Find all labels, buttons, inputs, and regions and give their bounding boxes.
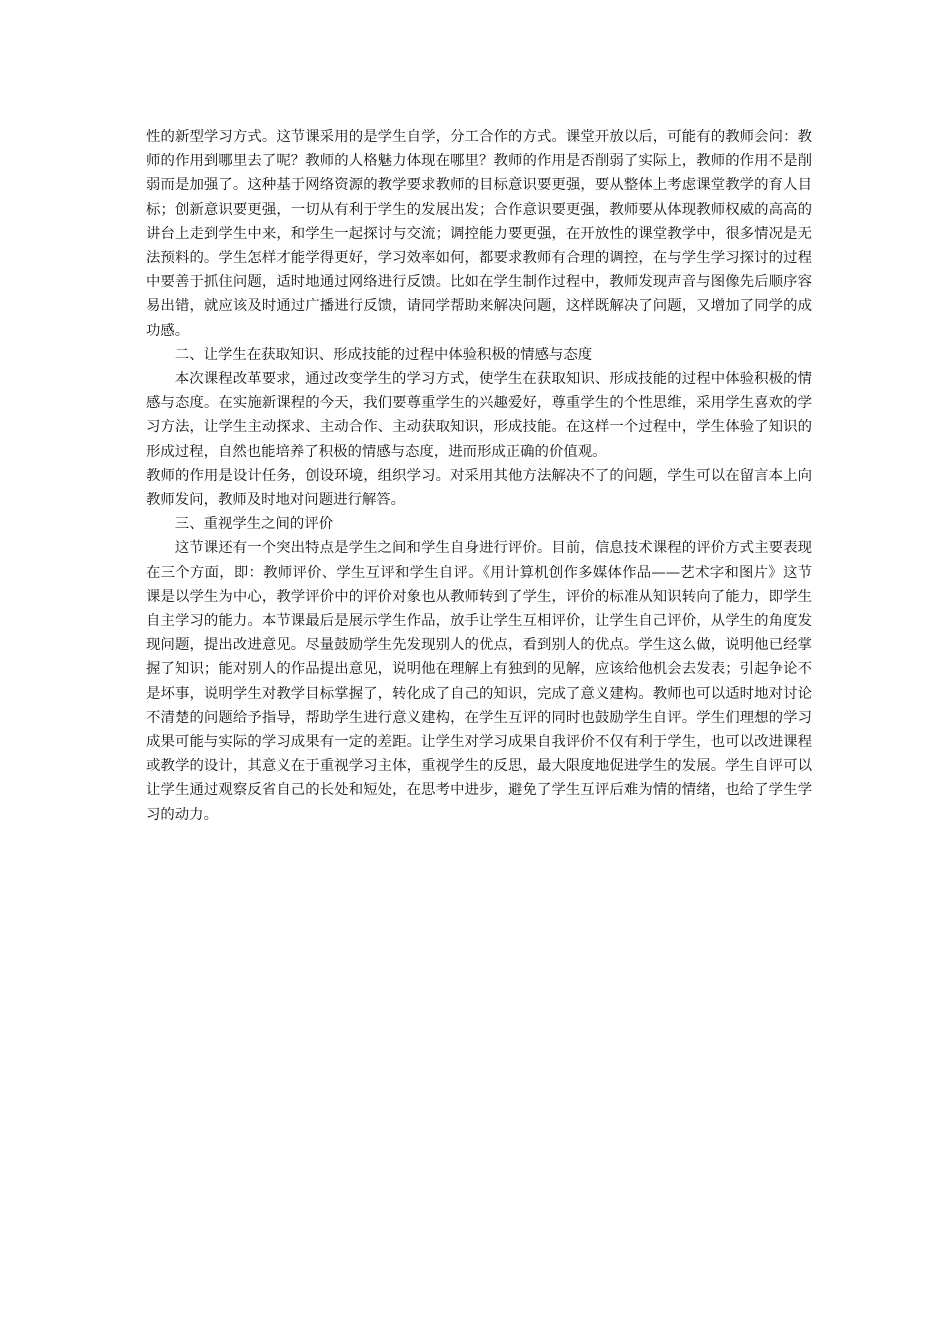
paragraph-section-2: 本次课程改革要求，通过改变学生的学习方式，使学生在获取知识、形成技能的过程中体验积极的情感与态度。在实施新课程的今天，我们要尊重学生的兴趣爱好，尊重学生的个性思维，采用学生喜欢的学习方法，让学生主动探求、主动合作、主动获取知识，形成技能。在这样一个过程中，学生体验了知识的形成过程，自然也能培养了积极的情感与态度，进而形成正确的价值观。 — [146, 371, 812, 460]
paragraph-teacher-role: 教师的作用是设计任务，创设环境，组织学习。对采用其他方法解决不了的问题，学生可以在留言本上向教师发问，教师及时地对问题进行解答。 — [146, 467, 812, 509]
section-heading-2: 二、让学生在获取知识、形成技能的过程中体验积极的情感与态度 — [174, 346, 593, 363]
paragraph-continued: 性的新型学习方式。这节课采用的是学生自学，分工合作的方式。课堂开放以后，可能有的教师会问：教师的作用到哪里去了呢？教师的人格魅力体现在哪里？教师的作用是否削弱了实际上，教师的作用不是削弱而是加强了。这种基于网络资源的教学要求教师的目标意识要更强，要从整体上考虑课堂教学的育人目标；创新意识要更强，一切从有利于学生的发展出发；合作意识要更强，教师要从体现教师权威的高高的讲台上走到学生中来，和学生一起探讨与交流；调控能力要更强，在开放性的课堂教学中，很多情况是无法预料的。学生怎样才能学得更好，学习效率如何，都要求教师有合理的调控，在与学生学习探讨的过程中要善于抓住问题，适时地通过网络进行反馈。比如在学生制作过程中，教师发现声音与图像先后顺序容易出错，就应该及时通过广播进行反馈，请同学帮助来解决问题，这样既解决了问题，又增加了同学的成功感。 — [146, 129, 812, 339]
document-body — [146, 125, 812, 827]
section-heading-3: 三、重视学生之间的评价 — [174, 516, 334, 533]
paragraph-section-3: 这节课还有一个突出特点是学生之间和学生自身进行评价。目前，信息技术课程的评价方式主要表现在三个方面，即：教师评价、学生互评和学生自评。《用计算机创作多媒体作品——艺术字和图片》这节课是以学生为中心，教学评价中的评价对象也从教师转到了学生，评价的标准从知识转向了能力，即学生自主学习的能力。本节课最后是展示学生作品，放手让学生互相评价，让学生自己评价，从学生的角度发现问题，提出改进意见。尽量鼓励学生先发现别人的优点，看到别人的优点。学生这么做，说明他已经掌握了知识；能对别人的作品提出意见，说明他在理解上有独到的见解，应该给他机会去发表；引起争论不是坏事，说明学生对教学目标掌握了，转化成了自己的知识，完成了意义建构。教师也可以适时地对讨论不清楚的问题给予指导，帮助学生进行意义建构，在学生互评的同时也鼓励学生自评。学生们理想的学习成果可能与实际的学习成果有一定的差距。让学生对学习成果自我评价不仅有利于学生，也可以改进课程或教学的设计，其意义在于重视学习主体，重视学生的反思，最大限度地促进学生的发展。学生自评可以让学生通过观察反省自己的长处和短处，在思考中进步，避免了学生互评后难为情的情绪，也给了学生学习的动力。 — [146, 540, 812, 823]
